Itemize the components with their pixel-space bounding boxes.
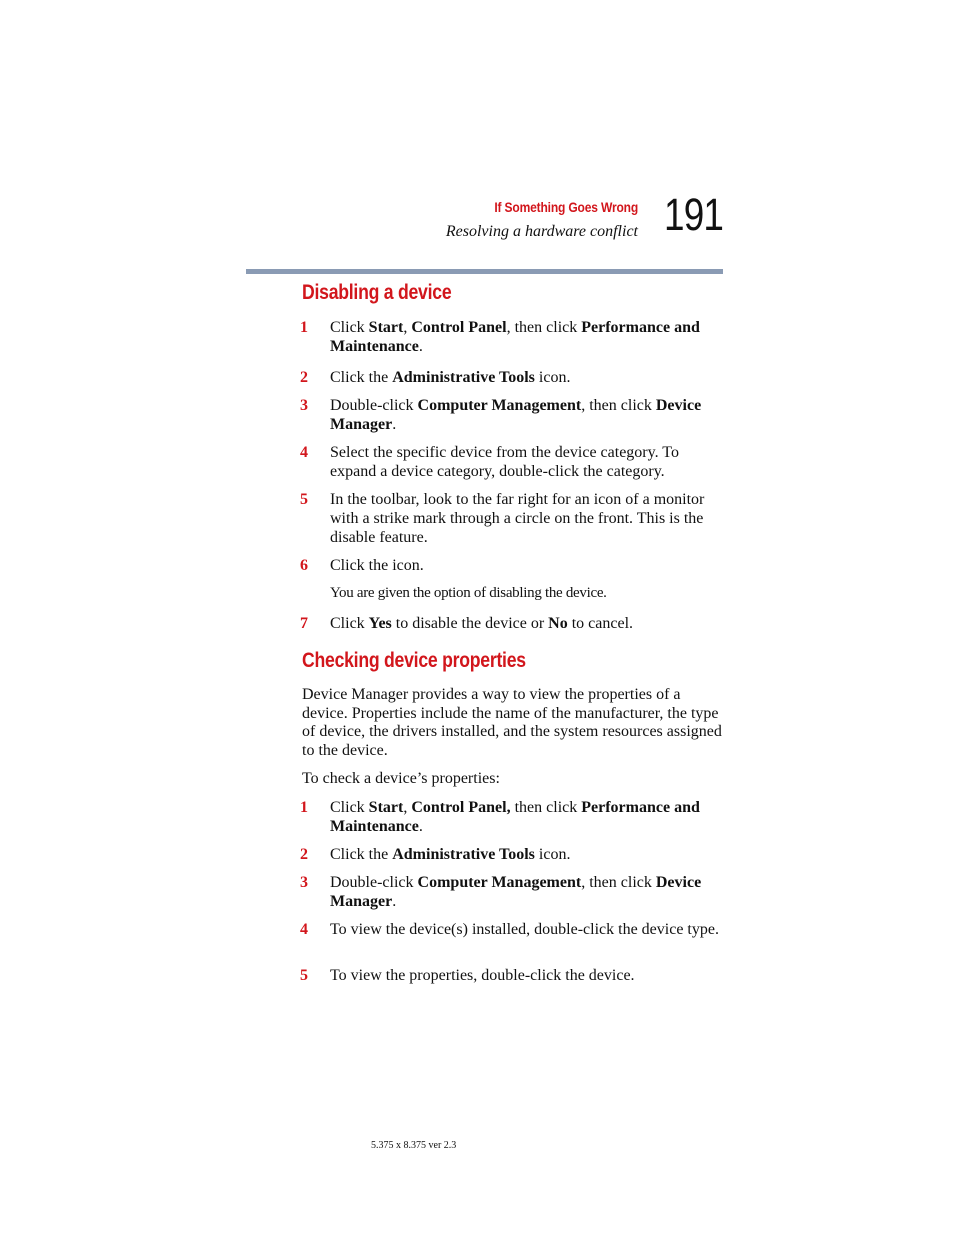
step-number: 7 [300, 615, 308, 632]
step-number: 2 [300, 369, 308, 386]
step-result-note: You are given the option of disabling the device. [330, 585, 607, 601]
step-text-run: Click [330, 799, 369, 816]
step-number: 5 [300, 967, 308, 984]
step-number: 4 [300, 921, 308, 938]
page-number: 191 [664, 189, 724, 240]
step-text-run: , then click [581, 874, 656, 891]
step-text-run: , then click [581, 397, 656, 414]
step-text [330, 845, 720, 864]
bold-term: Device Manager [330, 397, 702, 433]
step-text-run: icon. [534, 846, 571, 863]
bold-term: Start [368, 319, 404, 336]
bold-term: Start [368, 799, 404, 816]
step-text [330, 556, 720, 575]
bold-term: Administrative Tools [392, 846, 535, 863]
bold-term: Computer Management [417, 874, 582, 891]
bold-term: Performance and Maintenance [330, 799, 700, 835]
step-text [330, 614, 720, 633]
step-text-run: , then click [506, 319, 582, 336]
bold-term: No [548, 615, 568, 632]
bold-term: Control Panel [411, 319, 507, 336]
bold-term: Computer Management [417, 397, 582, 414]
step-text-run: Click [330, 319, 369, 336]
step-number: 6 [300, 557, 308, 574]
step-text [330, 490, 720, 547]
running-header-chapter: If Something Goes Wrong [494, 199, 638, 215]
step-text-run: Double-click [330, 874, 418, 891]
step-text-run: To view the properties, double-click the device. [330, 967, 635, 984]
step-text-run: In the toolbar, look to the far right for an icon of a monitor with a strike mark through a circle on the front. This is the disable feature. [330, 491, 705, 546]
step-text-run: To view the device(s) installed, double-click the device type. [330, 921, 719, 938]
step-text-run: . [392, 893, 397, 910]
header-rule [246, 269, 723, 274]
step-text-run: , [403, 319, 412, 336]
bold-term: Control Panel, [411, 799, 511, 816]
step-text-run: , [403, 799, 412, 816]
step-number: 4 [300, 444, 308, 461]
step-text [330, 368, 720, 387]
heading-disabling-device: Disabling a device [302, 281, 452, 304]
step-number: 3 [300, 874, 308, 891]
step-text-run: to disable the device or [391, 615, 549, 632]
step-text [330, 873, 720, 911]
step-text-run: Select the specific device from the device category. To expand a device category, double-click the category. [330, 444, 679, 480]
step-number: 1 [300, 319, 308, 336]
running-header-section: Resolving a hardware conflict [445, 223, 638, 240]
footer-version: 5.375 x 8.375 ver 2.3 [371, 1140, 457, 1151]
bold-term: Device Manager [330, 874, 702, 910]
bold-term: Performance and Maintenance [330, 319, 700, 355]
step-text-run: Click the [330, 846, 393, 863]
intro-paragraph: Device Manager provides a way to view the properties of a device. Properties include the name of the manufacturer, the type of device, the drivers installed, and the system resources assigned to the device. [302, 686, 722, 759]
step-text-run: Click the [330, 369, 393, 386]
step-number: 5 [300, 491, 308, 508]
step-text-run: . [418, 818, 423, 835]
step-number: 3 [300, 397, 308, 414]
step-text-run: to cancel. [567, 615, 634, 632]
step-text-run: . [418, 338, 423, 355]
step-text-run: Double-click [330, 397, 418, 414]
step-text-run: . [392, 416, 397, 433]
step-text-run: Click [330, 615, 369, 632]
step-number: 1 [300, 799, 308, 816]
step-text [330, 798, 720, 836]
step-text [330, 443, 720, 481]
step-number: 2 [300, 846, 308, 863]
step-text-run: Click the icon. [330, 557, 424, 574]
step-text [330, 396, 720, 434]
step-text [330, 920, 720, 939]
bold-term: Administrative Tools [392, 369, 535, 386]
step-text [330, 318, 720, 356]
heading-checking-properties: Checking device properties [302, 649, 526, 672]
step-text [330, 966, 720, 985]
lead-paragraph: To check a device’s properties: [302, 770, 500, 787]
step-text-run: then click [510, 799, 582, 816]
bold-term: Yes [368, 615, 392, 632]
step-text-run: icon. [534, 369, 571, 386]
